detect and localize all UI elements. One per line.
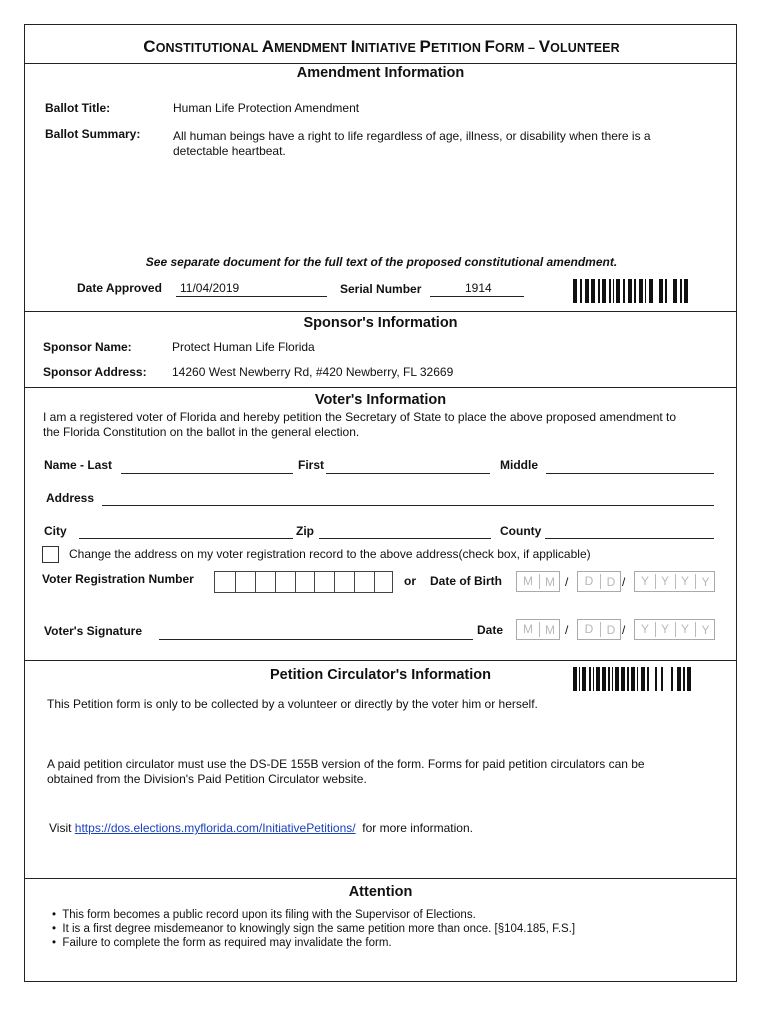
barcode-bar (671, 667, 673, 691)
registration-digit-divider (295, 572, 296, 592)
petition-form (24, 24, 737, 982)
barcode-bar (677, 667, 681, 691)
divider (25, 311, 736, 312)
circulator-barcode (573, 667, 691, 691)
ballot-summary-label: Ballot Summary: (45, 127, 141, 141)
zip-label: Zip (296, 524, 314, 538)
attention-list (52, 908, 575, 950)
ballot-summary-line2: detectable heartbeat. (173, 144, 286, 158)
attention-bullet-text: This form becomes a public record upon its filing with the Supervisor of Elections. (62, 909, 476, 921)
registration-digit-divider (354, 572, 355, 592)
voter-intro-line2: the Florida Constitution on the ballot in the general election. (43, 425, 360, 439)
barcode-bar (628, 279, 632, 303)
registration-digit-divider (255, 572, 256, 592)
barcode-bar (623, 279, 625, 303)
date-placeholder: M (517, 622, 540, 637)
date-separator: / (622, 623, 626, 637)
barcode-bar (573, 667, 577, 691)
date-placeholder: M (545, 623, 555, 637)
barcode-bar (649, 279, 653, 303)
date-placeholder: Y (701, 575, 710, 589)
barcode-bar (627, 667, 629, 691)
date-placeholder: Y (655, 574, 676, 589)
signature-date-label: Date (477, 623, 504, 637)
circulator-para2-line2: obtained from the Division's Paid Petition Circulator website. (47, 772, 367, 786)
barcode-bar (655, 667, 657, 691)
ballot-title-value: Human Life Protection Amendment (173, 101, 360, 115)
amendment-heading: Amendment Information (296, 65, 465, 81)
date-placeholder: M (517, 574, 540, 589)
address-field[interactable] (102, 505, 714, 506)
circulator-heading: Petition Circulator's Information (270, 667, 491, 683)
name-last-field[interactable] (121, 473, 293, 474)
serial-number-value: 1914 (465, 281, 492, 295)
date-placeholder: D (578, 622, 601, 637)
date-segment[interactable] (516, 571, 560, 592)
barcode-bar (612, 667, 613, 691)
barcode-bar (616, 279, 620, 303)
change-address-checkbox[interactable] (42, 546, 59, 563)
barcode-bar (598, 279, 600, 303)
voter-intro-line1: I am a registered voter of Florida and hereby petition the Secretary of State to place the above proposed amendment to (43, 410, 677, 424)
date-placeholder: M (545, 575, 555, 589)
barcode-bar (609, 279, 611, 303)
date-approved-label: Date Approved (77, 281, 162, 295)
registration-digit-divider (334, 572, 335, 592)
divider (25, 387, 736, 388)
date-placeholder: Y (701, 623, 710, 637)
serial-number-label: Serial Number (340, 282, 422, 296)
initiative-petitions-link[interactable]: https://dos.elections.myflorida.com/InitiativePetitions/ (74, 821, 356, 835)
ballot-title-label: Ballot Title: (45, 101, 111, 115)
date-segment[interactable] (577, 571, 621, 592)
date-segment[interactable] (634, 619, 715, 640)
voter-heading: Voter's Information (314, 392, 447, 408)
barcode-bar (673, 279, 677, 303)
city-field[interactable] (79, 538, 293, 539)
sponsor-address-label: Sponsor Address: (43, 365, 147, 379)
barcode-bar (647, 667, 649, 691)
date-placeholder: D (606, 623, 616, 637)
name-last-label: Name - Last (44, 458, 113, 472)
sponsor-name-label: Sponsor Name: (43, 340, 132, 354)
barcode-bar (634, 279, 636, 303)
barcode-bar (639, 279, 643, 303)
registration-number-field[interactable] (214, 571, 393, 593)
barcode-bar (573, 279, 577, 303)
circulator-para2-line1: A paid petition circulator must use the DS-DE 155B version of the form. Forms for paid petition circulators can be (47, 757, 645, 771)
form-title: CONSTITUTIONAL AMENDMENT INITIATIVE PETITION FORM – VOLUNTEER (143, 37, 620, 56)
barcode-bar (621, 667, 625, 691)
signature-label: Voter's Signature (44, 624, 142, 638)
barcode-bar (591, 279, 595, 303)
date-segment[interactable] (516, 619, 560, 640)
barcode-bar (602, 667, 606, 691)
serial-barcode (573, 279, 688, 303)
date-placeholder: Y (675, 574, 696, 589)
registration-digit-divider (235, 572, 236, 592)
date-placeholder: Y (635, 574, 656, 589)
barcode-bar (589, 667, 591, 691)
circulator-para1: This Petition form is only to be collected by a volunteer or directly by the voter him or herself. (47, 697, 538, 711)
barcode-bar (580, 279, 582, 303)
city-label: City (44, 524, 67, 538)
barcode-bar (613, 279, 614, 303)
date-segment[interactable] (634, 571, 715, 592)
attention-bullet-text: It is a first degree misdemeanor to knowingly sign the same petition more than once. [§104.185, F.S.] (62, 923, 576, 935)
visit-prefix: Visit (49, 821, 75, 835)
date-separator: / (565, 575, 569, 589)
county-label: County (500, 524, 542, 538)
date-segment[interactable] (577, 619, 621, 640)
visit-suffix: for more information. (355, 821, 473, 835)
date-approved-value: 11/04/2019 (180, 281, 240, 295)
first-name-field[interactable] (326, 473, 490, 474)
date-placeholder: D (606, 575, 616, 589)
divider (25, 878, 736, 879)
date-placeholder: D (578, 574, 601, 589)
barcode-bar (659, 279, 663, 303)
first-name-label: First (298, 458, 325, 472)
divider (25, 660, 736, 661)
change-address-label: Change the address on my voter registration record to the above address(check box, if applicable) (69, 547, 591, 561)
or-label: or (404, 574, 416, 588)
serial-number-underline (430, 296, 524, 297)
date-approved-underline (176, 296, 327, 297)
dob-label: Date of Birth (430, 574, 502, 588)
barcode-bar (608, 667, 610, 691)
attention-bullet (52, 936, 575, 950)
barcode-bar (593, 667, 594, 691)
registration-digit-divider (314, 572, 315, 592)
sponsor-name-value: Protect Human Life Florida (172, 340, 315, 354)
barcode-bar (680, 279, 682, 303)
sponsor-address-value: 14260 West Newberry Rd, #420 Newberry, FL 32669 (172, 365, 454, 379)
bullet-mark: • (52, 909, 57, 921)
visit-line (49, 821, 473, 835)
divider (25, 63, 736, 64)
date-placeholder: Y (675, 622, 696, 637)
registration-digit-divider (374, 572, 375, 592)
attention-bullet (52, 908, 575, 922)
signature-field[interactable] (159, 639, 473, 640)
barcode-bar (665, 279, 667, 303)
barcode-bar (661, 667, 663, 691)
barcode-bar (641, 667, 645, 691)
barcode-bar (631, 667, 635, 691)
date-placeholder: Y (635, 622, 656, 637)
barcode-bar (585, 279, 589, 303)
barcode-bar (687, 667, 691, 691)
date-separator: / (622, 575, 626, 589)
attention-bullet-text: Failure to complete the form as required may invalidate the form. (62, 937, 392, 949)
date-placeholder: Y (655, 622, 676, 637)
sponsor-heading: Sponsor's Information (303, 315, 458, 331)
barcode-bar (602, 279, 606, 303)
middle-name-label: Middle (500, 458, 538, 472)
barcode-bar (615, 667, 619, 691)
bullet-mark: • (52, 923, 57, 935)
barcode-bar (582, 667, 586, 691)
attention-bullet (52, 922, 575, 936)
bullet-mark: • (52, 937, 57, 949)
barcode-bar (683, 667, 685, 691)
registration-number-label: Voter Registration Number (42, 572, 194, 586)
ballot-summary-line1: All human beings have a right to life regardless of age, illness, or disability when there is a (173, 129, 651, 143)
county-field[interactable] (545, 538, 714, 539)
attention-heading: Attention (348, 884, 413, 900)
barcode-bar (684, 279, 688, 303)
middle-name-field[interactable] (546, 473, 714, 474)
barcode-bar (596, 667, 600, 691)
registration-digit-divider (275, 572, 276, 592)
full-text-note: See separate document for the full text of the proposed constitutional amendment. (145, 255, 618, 269)
zip-field[interactable] (319, 538, 491, 539)
date-separator: / (565, 623, 569, 637)
barcode-bar (645, 279, 646, 303)
barcode-bar (579, 667, 580, 691)
barcode-bar (637, 667, 638, 691)
address-label: Address (46, 491, 95, 505)
